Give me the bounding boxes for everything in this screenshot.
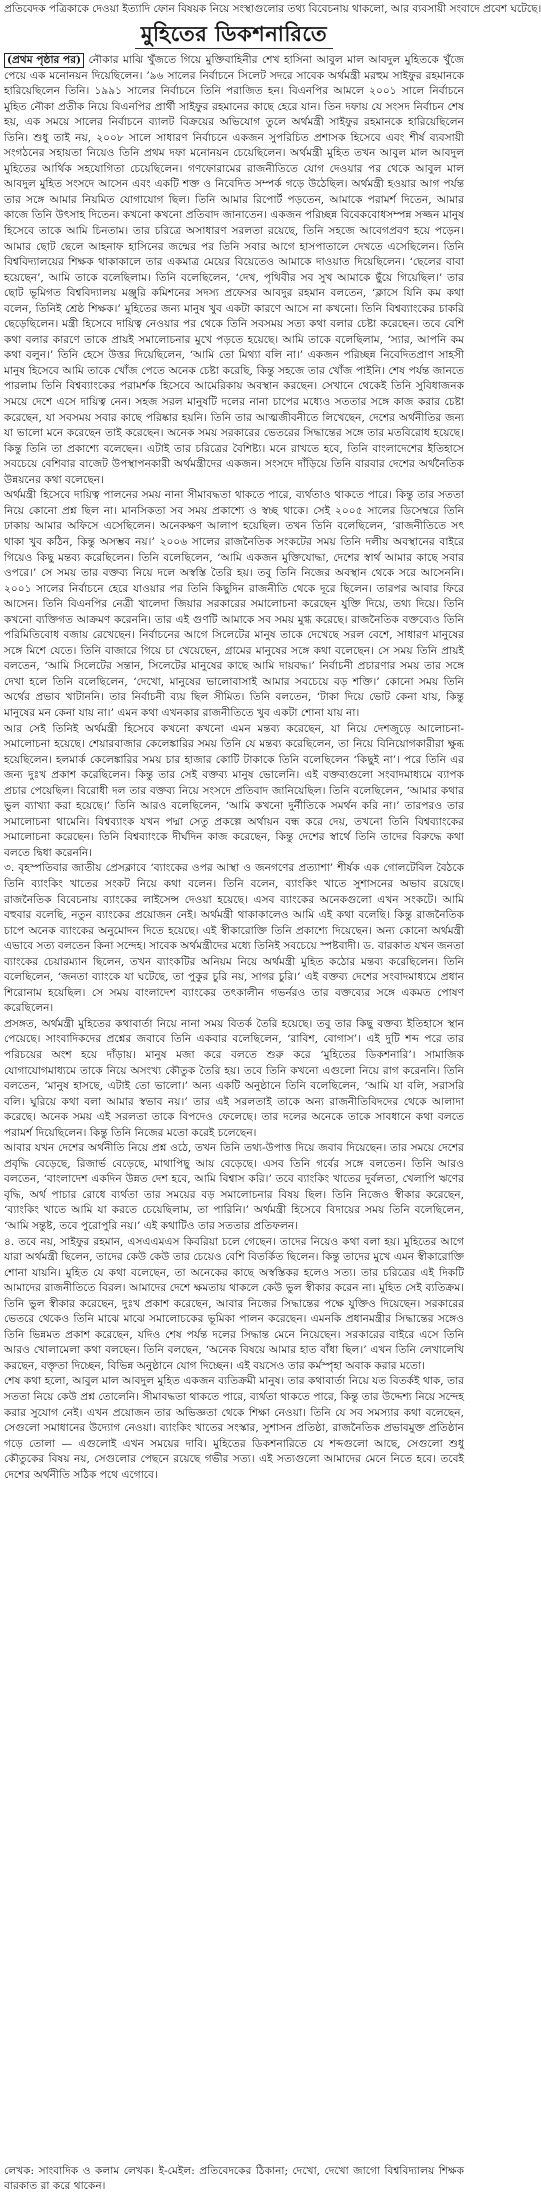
headline-container: [4, 21, 464, 49]
article-paragraph: [4, 1141, 464, 1234]
article-paragraph: [4, 1235, 464, 1375]
article-paragraph: [4, 722, 464, 862]
paragraph-text: প্রসঙ্গত, অর্থমন্ত্রী মুহিতের কথাবার্তা নিয়ে নানা সময় বিতর্ক তৈরি হয়েছে। তবু তার কিছু বক্তব্য ইতিহাসে স্থান পেয়েছে। সাংবাদিকদের প্রশ্নের জবাবে তিনি একবার বলেছিলেন, ‘রাবিশ, বোগাস’। এই দুটি শব্দ পরে তার পরিচয়ের অংশ হয়ে দাঁড়ায়। মানুষ মজা করে বলতে শুরু করে ‘মুহিতের ডিকশনারি’। সামাজিক যোগাযোগমাধ্যমে তাকে নিয়ে অসংখ্য কৌতুক তৈরি হয়। তবে তিনি কখনো এগুলো নিয়ে রাগ করেননি। তিনি বলতেন, ‘মানুষ হাসছে, এটাই তো ভালো।’ অন্য একটি অনুষ্ঠানে তিনি বলেছিলেন, ‘আমি যা বলি, সরাসরি বলি। ঘুরিয়ে কথা বলা আমার স্বভাব নয়।’ তার এই সরলতাই তাকে অন্য রাজনীতিবিদদের থেকে আলাদা করেছে। অনেক সময় এই সরলতা তাকে বিপদেও ফেলেছে। তার দলের অনেকে তাকে সাবধানে কথা বলতে পরামর্শ দিয়েছিলেন। কিন্তু তিনি নিজের মতো করেই চলেছেন।: [4, 1017, 464, 1139]
article-paragraph: [4, 1017, 464, 1141]
paragraph-text: শেষ কথা হলো, আবুল মাল আবদুল মুহিত একজন ব্যতিক্রমী মানুষ। তার কথাবার্তা নিয়ে যত বিতর্কই থাক, তার সততা নিয়ে কেউ প্রশ্ন তোলেনি। সীমাবদ্ধতা থাকতে পারে, ব্যর্থতা থাকতে পারে, কিন্তু তার উদ্দেশ্য নিয়ে সন্দেহ করার সুযোগ নেই। এখন প্রয়োজন তার অভিজ্ঞতা থেকে শিক্ষা নেওয়া। তিনি যে সব সমস্যার কথা বলেছেন, সেগুলো সমাধানের উদ্যোগ নেওয়া। ব্যাংকিং খাতের সংস্কার, সুশাসন প্রতিষ্ঠা, রাজনৈতিক প্রভাবমুক্ত প্রতিষ্ঠান গড়ে তোলা — এগুলোই এখন সময়ের দাবি। মুহিতের ডিকশনারিতে যে শব্দগুলো আছে, সেগুলো শুধু কৌতুকের বিষয় নয়, সেগুলোর পেছনে রয়েছে গভীর সত্য। এই সত্যগুলো আমাদের মেনে নিতে হবে। তবেই দেশের অর্থনীতি সঠিক পথে এগোবে।: [4, 1375, 464, 1481]
paragraph-text: নৌকার মাঝি খুঁজতে গিয়ে মুক্তিবাহিনীর শেখ হাসিনা আবুল মাল আবদুল মুহিতকে খুঁজে পেয়ে এক মনোনয়ন দিয়েছিলেন। ’৯৬ সালের নির্বাচনে সিলেট সদরে সাবেক অর্থমন্ত্রী মরহুম সাইফুর রহমানকে হারিয়েছিলেন তিনি। ১৯৯১ সালের নির্বাচনে তিনি পরাজিত হন। বিএনপির আমলে ২০০১ সালে নির্বাচনে মুহিত নৌকা প্রতীক নিয়ে বিএনপির প্রার্থী সাইফুর রহমানের কাছে হেরে যান। তিন দফায় যে সংসদ নির্বাচন শেষ হয়, এক সময়ে সালের নির্বাচনে ব্যালট বিক্রয়ের অভিযোগ তুলে অর্থমন্ত্রী সাইফুর রহমানকে হারিয়েছিলেন তিনি। শুধু তাই নয়, ২০০৮ সালে সাধারণ নির্বাচনে একজন সুপরিচিত প্রশাসক হিসেবে এবং শীর্ষ ব্যবসায়ী সংগঠনের সহায়তা নিয়েও তিনি প্রথম দফা মনোনয়ন চেয়েছিলেন। অর্থমন্ত্রী মুহিত তখন আবুল মাল আবদুল মুহিতের আর্থিক সহযোগিতা চেয়েছিলেন। গণফোরামের রাজনীতিতে যোগ দেওয়ার পর থেকে আবুল মাল আবদুল মুহিত সংসদে আসেন এবং একটি শক্ত ও নিবেদিত সম্পর্ক গড়ে উঠেছিল। অর্থমন্ত্রী হওয়ার আগ পর্যন্ত তার সঙ্গে আমার নিয়মিত যোগাযোগ ছিল। তিনি আমার রিপোর্ট পড়তেন, আমাকে পরামর্শ দিতেন, আমার কাজে তিনি উৎসাহ দিতেন। কখনো কখনো প্রতিবাদ জানাতেন। একজন পরিচ্ছন্ন বিবেকবোধসম্পন্ন সজ্জন মানুষ হিসেবে তাকে আমি চিনতাম। তার চরিত্রে অসাধারণ সরলতা রয়েছে, তিনি সহজে আবেগপ্রবণ হয়ে পড়েন। আমার ছোট ছেলে আহনাফ হাসিনের জন্মের পর তিনি সবার আগে হাসপাতালে দেখতে এসেছিলেন। তিনি বিশ্ববিদ্যালয়ের শিক্ষক থাকাকালে তার একমাত্র মেয়ের বিয়েতেও আমাকে দাওয়াত দিয়েছিলেন। ‘ছেলের বাবা হয়েছেন’, আমি তাকে বলেছিলাম। তিনি বলেছিলেন, ‘দেখ, পৃথিবীর সব সুখ আমাকে ছুঁয়ে গিয়েছিল।’ তার ছোট ভূমিগত বিশ্ববিদ্যালয় মঞ্জুরি কমিশনের সদস্য প্রফেসর আবদুর রহমান বলতেন, ‘ক্লাসে যিনি কম কথা বলেন, তিনিই শ্রেষ্ঠ শিক্ষক।’ মুহিতের জন্য মানুষ খুব একটা কারণে আসে না কখনো। তিনি বিশ্বব্যাংকের চাকরি ছেড়েছিলেন। মন্ত্রী হিসেবে দায়িত্ব নেওয়ার পর থেকে তিনি সবসময় সত্য কথা বলার চেষ্টা করেছেন। তবে বেশি কথা বলার কারণে তাকে প্রায়ই সমালোচনার মুখে পড়তে হয়েছে। আমি তাকে বলেছিলাম, ‘স্যার, আপনি কম কথা বলুন।’ তিনি হেসে উত্তর দিয়েছিলেন, ‘আমি তো মিথ্যা বলি না।’ একজন পরিচ্ছন্ন নিবেদিতপ্রাণ সাহসী মানুষ হিসেবে আমি তাকে খোঁজ পেতে অনেক চেষ্টা করেছি, কিন্তু সহজে তার খোঁজ পাইনি। শেষ পর্যন্ত জানতে পারলাম তিনি বিশ্বব্যাংকের পরামর্শক হিসেবে আমেরিকায় অবস্থান করছেন। সেখানে থেকেই তিনি সুবিধাজনক সময়ে দেশে এসে দায়িত্ব নেন। সহজ সরল মানুষটি দলের নানা চাপের মধ্যেও সততার সঙ্গে কাজ করার চেষ্টা করেছেন, যা সবসময় সবার কাছে পরিষ্কার হয়নি। তিনি তার আত্মজীবনীতে লিখেছেন, দেশের অর্থনীতির জন্য যা ভালো মনে করেছেন তাই করেছেন। অনেক সময় সরকারের ভেতরের সিদ্ধান্তের সঙ্গে তার মতবিরোধ হয়েছে। কিন্তু তিনি তা প্রকাশ্যে বলেছেন। এটাই তার চরিত্রের বৈশিষ্ট্য। মনে রাখতে হবে, তিনি বাংলাদেশের ইতিহাসে সবচেয়ে বেশিবার বাজেট উপস্থাপনকারী অর্থমন্ত্রীদের একজন। সংসদে দাঁড়িয়ে তিনি বারবার দেশের অর্থনৈতিক উন্নয়নের কথা বলেছেন।: [4, 54, 465, 486]
article-closing-line: লেখক: সাংবাদিক ও কলাম লেখক। ই-মেইল: প্রতিবেদকের ঠিকানা; দেখো, দেখো জাগো বিশ্ববিদ্যালয় শিক্ষক বারকাত রা করে থাকেন।: [4, 2165, 464, 2192]
previous-article-tail: প্রতিবেদক পত্রিকাকে দেওয়া ইত্যাদি ফোন বিষয়ক নিয়ে সংস্থাগুলোর তথ্য বিবেচনায় থাকলো, আর ব্যবসায়ী সংবাদে প্রবেশ ঘটেছে।: [4, 3, 541, 15]
paragraph-text: ৪. তবে নয়, সাইফুর রহমান, এসএএমএস কিবরিয়া চলে গেছেন। তাদের নিয়েও কথা বলা হয়। মুহিতের আগে যারা অর্থমন্ত্রী ছিলেন, তাদের কেউ কেউ তার চেয়েও বেশি বিতর্কিত ছিলেন। কিন্তু তাদের মুখে এমন স্বীকারোক্তি শোনা যায়নি। মুহিত যে কথা বলেছেন, তা অনেকের কাছে অস্বস্তিকর হলেও সত্য। তার চরিত্রের এই দিকটি আমাদের রাজনীতিতে বিরল। আমাদের দেশে ক্ষমতায় থাকলে কেউ ভুল স্বীকার করেন না। মুহিত সেই ব্যতিক্রম। তিনি ভুল স্বীকার করেছেন, দুঃখ প্রকাশ করেছেন, আবার নিজের সিদ্ধান্তের পক্ষে যুক্তিও দিয়েছেন। সরকারের ভেতরে থেকেও তিনি মাঝে মাঝে সমালোচকের ভূমিকা পালন করেছেন। এমনকি প্রধানমন্ত্রীর সিদ্ধান্তের সঙ্গেও তিনি ভিন্নমত প্রকাশ করেছেন, যদিও শেষ পর্যন্ত দলের সিদ্ধান্ত মেনে নিয়েছেন। সরকারের বাইরে এসে তিনি আরও খোলামেলা কথা বলছেন। তিনি বলছেন, ‘অনেক বিষয়ে আমার হাত বাঁধা ছিল।’ এখন তিনি লেখালেখি করছেন, বক্তৃতা দিচ্ছেন, বিভিন্ন অনুষ্ঠানে যোগ দিচ্ছেন। এই বয়সেও তার কর্মস্পৃহা অবাক করার মতো।: [4, 1235, 464, 1372]
article-body: [4, 53, 464, 1483]
paragraph-text: আবার যখন দেশের অর্থনীতি নিয়ে প্রশ্ন ওঠে, তখন তিনি তথ্য-উপাত্ত দিয়ে জবাব দিয়েছেন। তার সময়ে দেশের প্রবৃদ্ধি বেড়েছে, রিজার্ভ বেড়েছে, মাথাপিছু আয় বেড়েছে। এসব তিনি গর্বের সঙ্গে বলতেন। তিনি আরও বলতেন, ‘বাংলাদেশ একদিন উন্নত দেশ হবে, আমি বিশ্বাস করি।’ তবে ব্যাংকিং খাতের দুর্বলতা, খেলাপি ঋণের বৃদ্ধি, অর্থ পাচার রোধে ব্যর্থতা তার সময়ের বড় সমালোচনার বিষয় ছিল। তিনি নিজেও স্বীকার করেছেন, ‘ব্যাংকিং খাতে আমি যা করতে চেয়েছিলাম, তা পারিনি।’ অর্থমন্ত্রী হিসেবে বিদায়ের সময় তিনি বলেছিলেন, ‘আমি সন্তুষ্ট, তবে পুরোপুরি নয়।’ এই কথাটিও তার সততার প্রতিফলন।: [4, 1142, 464, 1233]
paragraph-text: অর্থমন্ত্রী হিসেবে দায়িত্ব পালনের সময় নানা সীমাবদ্ধতা থাকতে পারে, ব্যর্থতাও থাকতে পারে। কিন্তু তার সততা নিয়ে কোনো প্রশ্ন ছিল না। মানসিকতা সব সময় প্রকাশ্যে ও স্বচ্ছ থাকে। সেই ২০০৫ সালের ডিসেম্বরে তিনি ঢাকায় আমার অফিসে এসেছিলেন। অনেকক্ষণ আলাপ হয়েছিল। তখন তিনি বলেছিলেন, ‘রাজনীতিতে সৎ থাকা খুব কঠিন, কিন্তু অসম্ভব নয়।’ ২০০৬ সালের রাজনৈতিক সংকটের সময় তিনি দলীয় অবস্থানের বাইরে গিয়েও কিছু মন্তব্য করেছিলেন। তিনি বলেছিলেন, ‘আমি একজন মুক্তিযোদ্ধা, দেশের স্বার্থ আমার কাছে সবার ওপরে।’ সে সময় তার বক্তব্য নিয়ে দলে অস্বস্তি তৈরি হয়। তবু তিনি নিজের অবস্থান থেকে সরে আসেননি। ২০০১ সালের নির্বাচনে হেরে যাওয়ার পর তিনি কিছুদিন রাজনীতি থেকে দূরে ছিলেন। তারপর আবার ফিরে আসেন। তিনি বিএনপির নেত্রী খালেদা জিয়ার সরকারের সমালোচনা করেছেন যুক্তি দিয়ে, তথ্য দিয়ে। তিনি কখনো ব্যক্তিগত আক্রমণ করেননি। তার এই গুণটি আমাকে সব সময় মুগ্ধ করেছে। রাজনৈতিক বক্তব্যেও তিনি পরিমিতিবোধ বজায় রেখেছেন। নির্বাচনের আগে সিলেটের মানুষ তাকে দেখেছে সরল বেশে, সাধারণ মানুষের সঙ্গে মিশে যেতে। তিনি বাজারে গিয়ে চা খেয়েছেন, গ্রামের মানুষের সঙ্গে কথা বলেছেন। সে সময় তিনি প্রায়ই বলতেন, ‘আমি সিলেটের সন্তান, সিলেটের মানুষের কাছে আমি দায়বদ্ধ।’ নির্বাচনী প্রচারণার সময় তার সঙ্গে দেখা হলে তিনি বলেছিলেন, ‘দেখো, মানুষের ভালোবাসাই আমার সবচেয়ে বড় শক্তি।’ কোনো সময় তিনি অর্থের প্রভাব খাটাননি। তার নির্বাচনী ব্যয় ছিল সীমিত। তিনি বলতেন, ‘টাকা দিয়ে ভোট কেনা যায়, কিন্তু মানুষের মন কেনা যায় না।’ এমন কথা এখনকার রাজনীতিতে খুব একটা শোনা যায় না।: [4, 489, 464, 719]
article-headline: মুহিতের ডিকশনারিতে: [135, 21, 333, 49]
paragraph-text: ৩. বৃহস্পতিবার জাতীয় প্রেসক্লাবে ‘ব্যাংকের ওপর আস্থা ও জনগণের প্রত্যাশা’ শীর্ষক এক গোলটেবিল বৈঠকে তিনি ব্যাংকিং খাতের সংকট নিয়ে কথা বলেন। তিনি বলেন, ব্যাংকিং খাতে সুশাসনের অভাব রয়েছে। রাজনৈতিক বিবেচনায় ব্যাংকের লাইসেন্স দেওয়া হয়েছে। এসব ব্যাংকের অনেকগুলো এখন সংকটে। আমি বহুবার বলেছি, নতুন ব্যাংকের প্রয়োজন নেই। অর্থমন্ত্রী থাকাকালেও আমি এই কথা বলেছি। কিন্তু রাজনৈতিক চাপে অনেক ব্যাংকের অনুমোদন দিতে হয়েছে। এই স্বীকারোক্তি তিনি প্রকাশ্যে দিয়েছেন। অন্য কোনো অর্থমন্ত্রী এভাবে সত্য বলতেন কিনা সন্দেহ। সাবেক অর্থমন্ত্রীদের মধ্যে তিনিই সবচেয়ে স্পষ্টবাদী। ড. বারকাত যখন জনতা ব্যাংকের চেয়ারম্যান ছিলেন, তখন ব্যাংকটির অনিয়ম নিয়ে অর্থমন্ত্রী মুহিত কঠোর মন্তব্য করেছিলেন। তিনি বলেছিলেন, ‘জনতা ব্যাংকে যা ঘটেছে, তা পুকুর চুরি নয়, সাগর চুরি।’ এই বক্তব্য দেশের সংবাদমাধ্যমে প্রধান শিরোনাম হয়েছিল। সে সময় বাংলাদেশ ব্যাংকের তৎকালীন গভর্নরও তার বক্তব্যের সঙ্গে একমত পোষণ করেছিলেন।: [4, 862, 465, 1015]
article-paragraph: [4, 53, 464, 488]
continued-from-label: (প্রথম পৃষ্ঠার পর): [4, 53, 84, 68]
paragraph-text: আর সেই তিনিই অর্থমন্ত্রী হিসেবে কখনো কখনো এমন মন্তব্য করেছেন, যা নিয়ে দেশজুড়ে আলোচনা-সমালোচনা হয়েছে। শেয়ারবাজার কেলেঙ্কারির সময় তিনি যে মন্তব্য করেছিলেন, তা নিয়ে বিনিয়োগকারীরা ক্ষুব্ধ হয়েছিলেন। হলমার্ক কেলেঙ্কারির সময় চার হাজার কোটি টাকাকে তিনি বলেছিলেন ‘কিছুই না’। পরে তিনি এর জন্য দুঃখ প্রকাশ করেছিলেন। কিন্তু তার সেই বক্তব্য মানুষ ভোলেনি। এই বক্তব্যগুলো সংবাদমাধ্যমে ব্যাপক প্রচার পেয়েছিল। বিরোধী দল তার বক্তব্য নিয়ে সংসদে প্রতিবাদ জানিয়েছিল। তিনি বলেছিলেন, ‘আমার কথার ভুল ব্যাখ্যা করা হয়েছে।’ তিনি আরও বলেছিলেন, ‘আমি কখনো দুর্নীতিকে সমর্থন করি না।’ তারপরও তার সমালোচনা থামেনি। বিশ্বব্যাংক যখন পদ্মা সেতু প্রকল্পে অর্থায়ন বন্ধ করে দেয়, তখনো তিনি বিশ্বব্যাংকের সমালোচনা করেছেন। তিনি বিশ্বব্যাংকে দীর্ঘদিন কাজ করেছেন, কিন্তু দেশের স্বার্থে তিনি তাদের বিরুদ্ধে কথা বলতে দ্বিধা করেননি।: [4, 722, 464, 859]
article-paragraph: [4, 1374, 464, 1483]
article-paragraph: [4, 861, 464, 1016]
article-paragraph: [4, 488, 464, 721]
